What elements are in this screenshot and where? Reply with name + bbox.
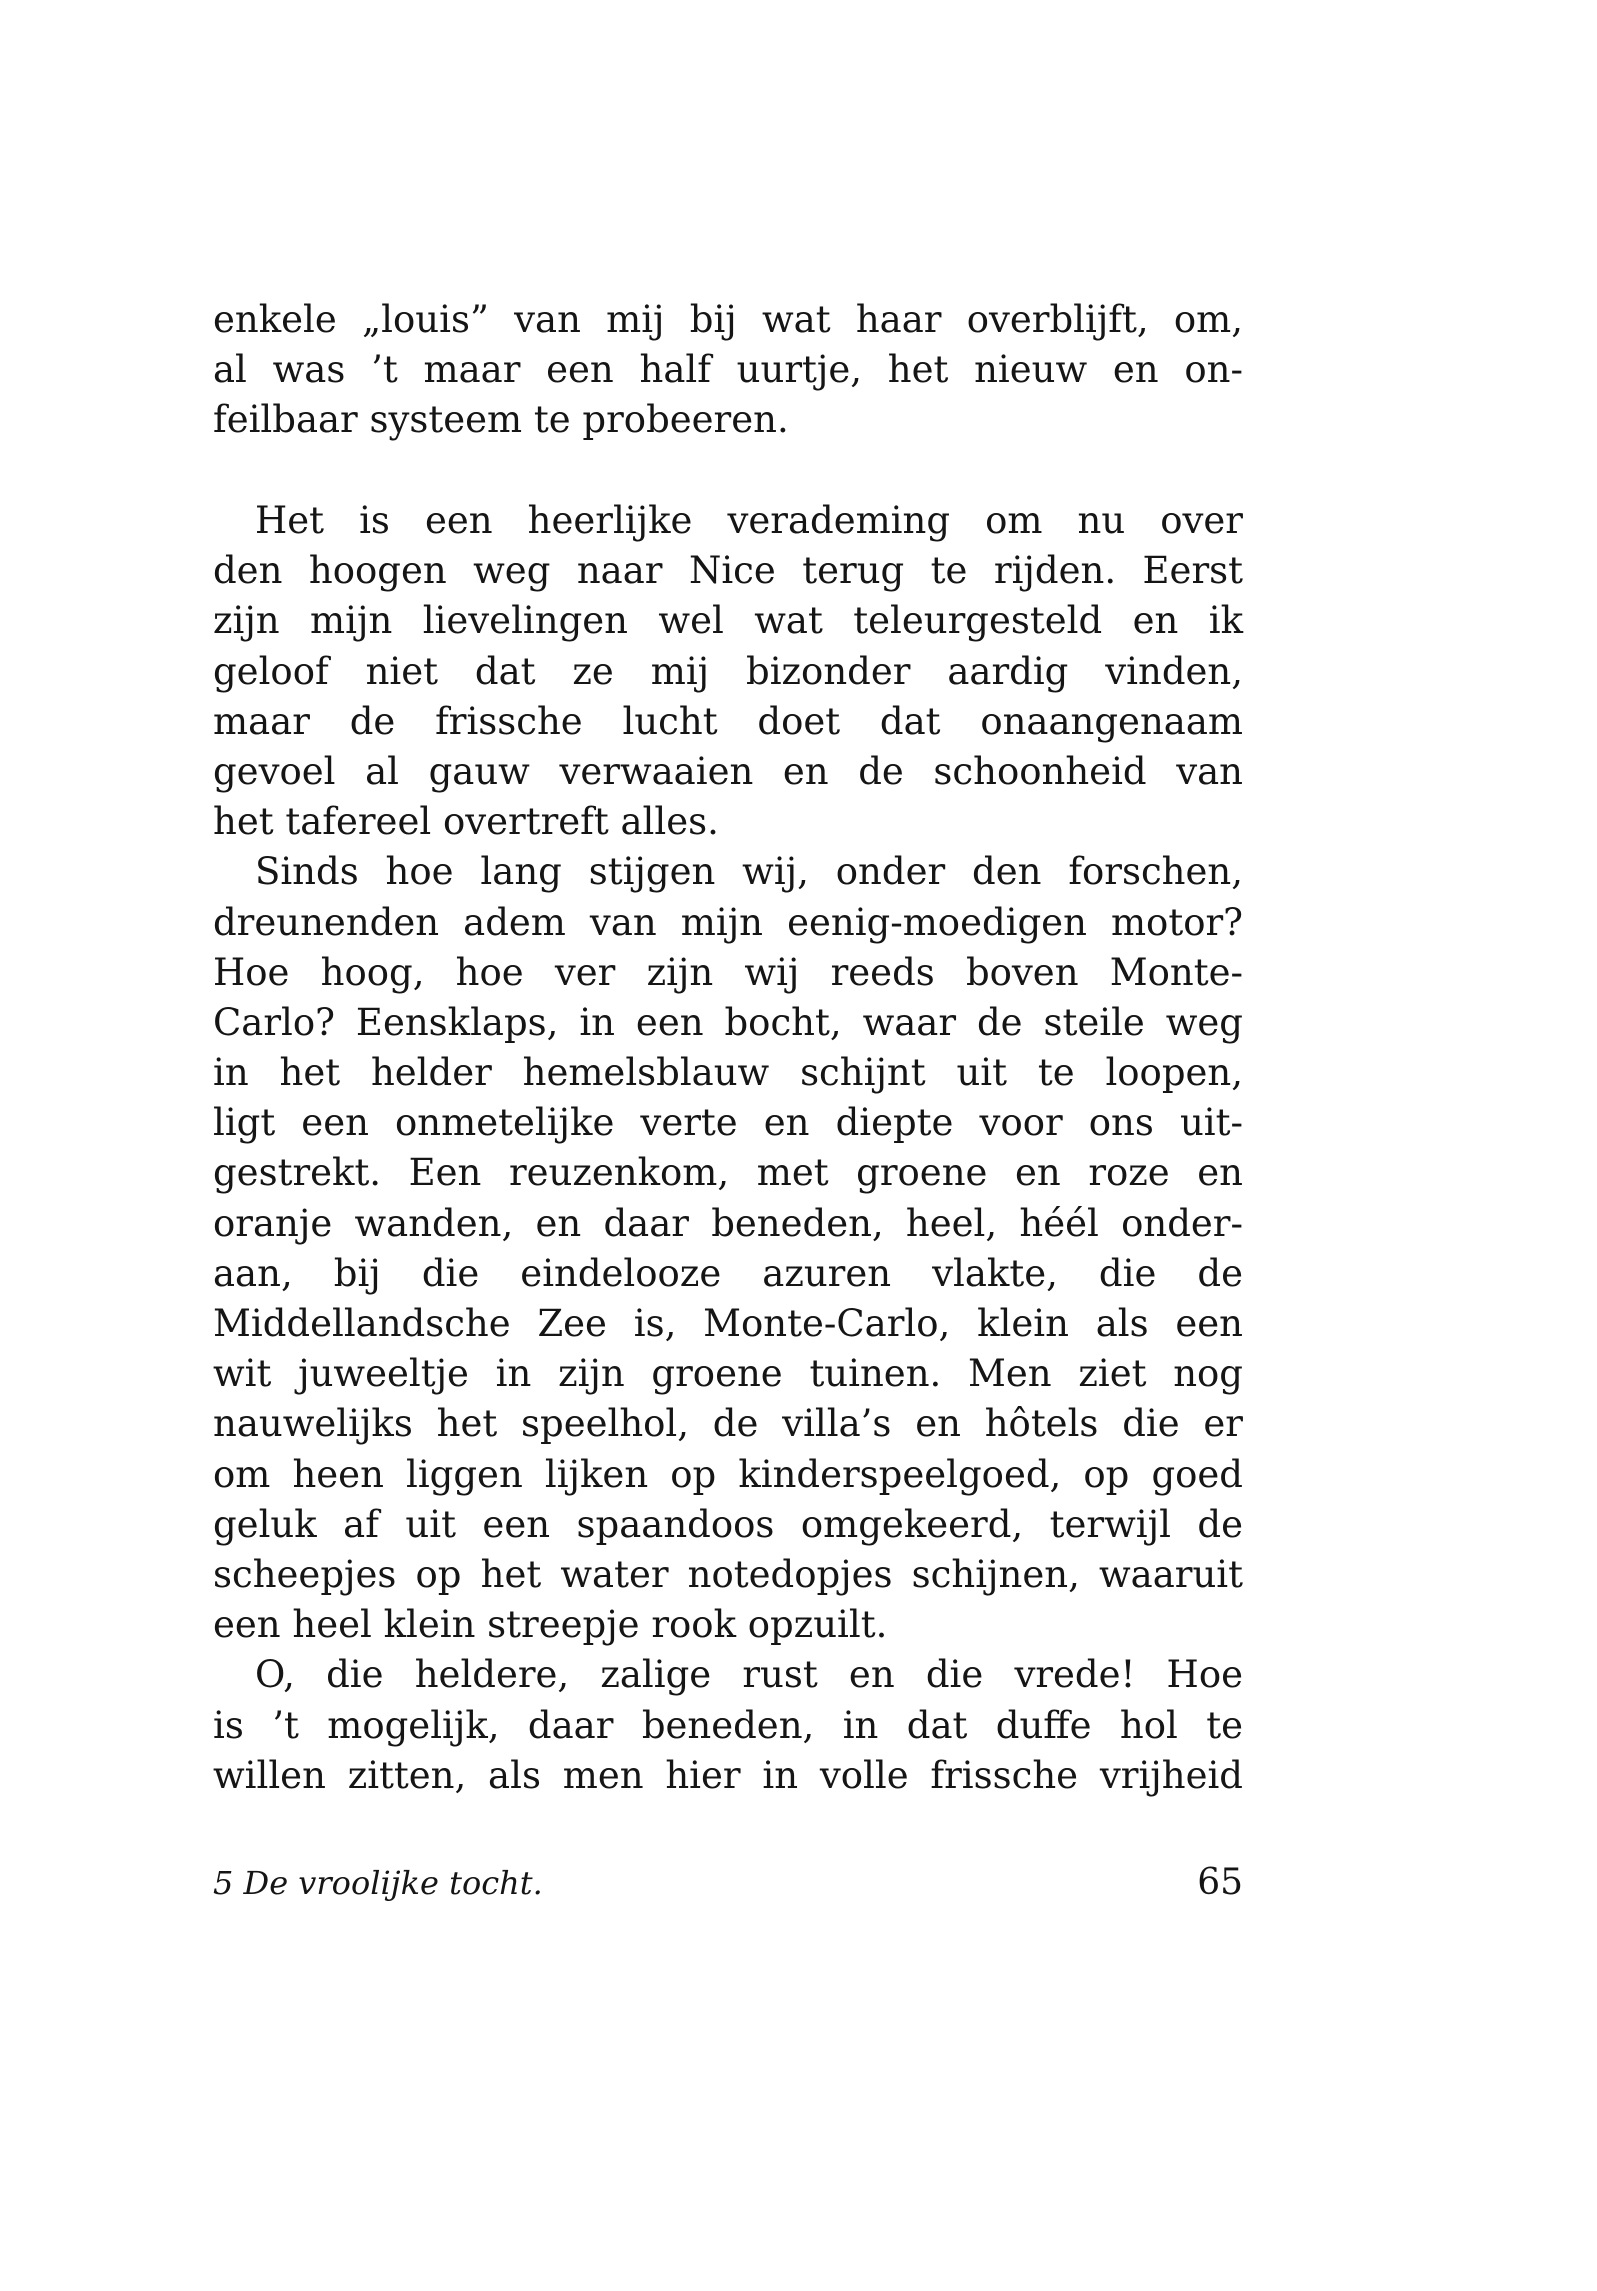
- paragraph-1: [213, 295, 1243, 446]
- page-number: 65: [1197, 1862, 1243, 1903]
- signature-mark: 5 De vroolijke tocht.: [213, 1864, 543, 1902]
- text-line: is ’t mogelijk, daar beneden, in dat duffe hol te: [213, 1703, 1243, 1747]
- text-line: Sinds hoe lang stijgen wij, onder den forschen,: [255, 850, 1243, 894]
- text-line: een heel klein streepje rook opzuilt.: [213, 1603, 888, 1647]
- text-line: feilbaar systeem te probeeren.: [213, 398, 789, 442]
- text-block-main: [213, 496, 1243, 1801]
- text-line: geluk af uit een spaandoos omgekeerd, terwijl de: [213, 1502, 1243, 1546]
- text-line: geloof niet dat ze mij bizonder aardig vinden,: [213, 649, 1243, 693]
- text-line: dreunenden adem van mijn eenig-moedigen motor?: [213, 900, 1243, 944]
- page-footer: [213, 1858, 1243, 1908]
- text-line: al was ’t maar een half uurtje, het nieuw en on-: [213, 348, 1243, 392]
- text-line: O, die heldere, zalige rust en die vrede! Hoe: [255, 1653, 1243, 1697]
- text-line: enkele „louis” van mij bij wat haar overblijft, om,: [213, 298, 1243, 341]
- text-line: Het is een heerlijke verademing om nu over: [255, 499, 1243, 542]
- text-line: maar de frissche lucht doet dat onaangenaam: [213, 699, 1243, 743]
- text-line: om heen liggen lijken op kinderspeelgoed, op goed: [213, 1452, 1243, 1496]
- text-line: zijn mijn lievelingen wel wat teleurgesteld en ik: [213, 599, 1243, 643]
- text-line: in het helder hemelsblauw schijnt uit te loopen,: [213, 1051, 1243, 1095]
- paragraph-4: [213, 1650, 1243, 1801]
- text-line: willen zitten, als men hier in volle frissche vrijheid: [213, 1753, 1243, 1797]
- paragraph-3: [213, 847, 1243, 1650]
- text-line: wit juweeltje in zijn groene tuinen. Men ziet nog: [213, 1352, 1243, 1396]
- text-line: den hoogen weg naar Nice terug te rijden. Eerst: [213, 549, 1243, 593]
- text-line: gevoel al gauw verwaaien en de schoonheid van: [213, 749, 1243, 793]
- text-line: aan, bij die eindelooze azuren vlakte, die de: [213, 1251, 1243, 1295]
- text-line: scheepjes op het water notedopjes schijnen, waaruit: [213, 1552, 1243, 1596]
- text-line: Hoe hoog, hoe ver zijn wij reeds boven Monte-: [213, 950, 1243, 994]
- text-line: Carlo? Eensklaps, in een bocht, waar de steile weg: [213, 1000, 1243, 1044]
- text-line: Middellandsche Zee is, Monte-Carlo, klein als een: [213, 1302, 1243, 1345]
- text-block-top: [213, 295, 1243, 446]
- text-line: oranje wanden, en daar beneden, heel, héél onder-: [213, 1201, 1243, 1245]
- text-line: ligt een onmetelijke verte en diepte voor ons uit-: [213, 1101, 1243, 1145]
- text-line: gestrekt. Een reuzenkom, met groene en roze en: [213, 1151, 1243, 1195]
- text-line: het tafereel overtreft alles.: [213, 800, 719, 844]
- paragraph-2: [213, 496, 1243, 847]
- text-line: nauwelijks het speelhol, de villa’s en hôtels die er: [213, 1402, 1243, 1446]
